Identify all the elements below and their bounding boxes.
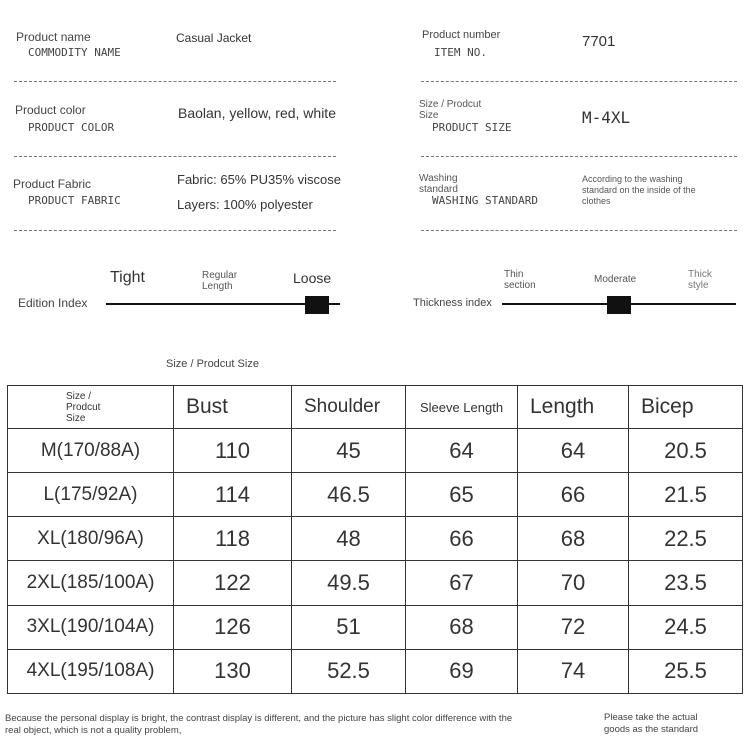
divider [14, 230, 336, 231]
actual-goods-note: Please take the actual goods as the standard [604, 712, 699, 735]
bust-cell: 126 [174, 605, 292, 649]
divider [14, 81, 336, 82]
bicep-header: Bicep [629, 386, 743, 429]
length-cell: 68 [518, 517, 629, 561]
washing-standard-caption: WASHING STANDARD [432, 194, 538, 207]
bust-cell: 130 [174, 649, 292, 693]
size-cell: XL(180/96A) [8, 517, 174, 561]
table-row [8, 605, 743, 649]
bicep-cell: 21.5 [629, 473, 743, 517]
bicep-cell: 23.5 [629, 561, 743, 605]
size-cell: M(170/88A) [8, 429, 174, 473]
product-size-caption: PRODUCT SIZE [432, 121, 512, 134]
sleeve-length-cell: 64 [406, 429, 518, 473]
table-row [8, 517, 743, 561]
edition-tight-label: Tight [110, 269, 145, 286]
table-row [8, 649, 743, 693]
table-row [8, 473, 743, 517]
layers-value: Layers: 100% polyester [177, 197, 313, 212]
thickness-thick-label: Thick style [688, 269, 712, 291]
product-size-label: Size / Prodcut Size [419, 99, 482, 121]
size-cell: 4XL(195/108A) [8, 649, 174, 693]
length-cell: 70 [518, 561, 629, 605]
washing-standard-label: Washing standard [419, 173, 458, 195]
product-number-label: Product number [422, 29, 501, 41]
length-cell: 74 [518, 649, 629, 693]
sleeve-length-cell: 65 [406, 473, 518, 517]
product-number-value: 7701 [582, 33, 616, 50]
length-cell: 66 [518, 473, 629, 517]
product-name-value: Casual Jacket [176, 31, 252, 45]
size-cell: L(175/92A) [8, 473, 174, 517]
bust-cell: 122 [174, 561, 292, 605]
bust-cell: 118 [174, 517, 292, 561]
sleeve-length-cell: 66 [406, 517, 518, 561]
product-color-label: Product color [15, 103, 86, 117]
bicep-cell: 25.5 [629, 649, 743, 693]
shoulder-cell: 52.5 [292, 649, 406, 693]
product-fabric-caption: PRODUCT FABRIC [28, 194, 121, 207]
color-disclaimer: Because the personal display is bright, the contrast display is different, and the picture has slight color difference with the real object, which is not a quality problem, [5, 713, 513, 736]
commodity-name-caption: COMMODITY NAME [28, 46, 121, 59]
product-size-value: M-4XL [582, 108, 631, 127]
shoulder-cell: 51 [292, 605, 406, 649]
item-no-caption: ITEM NO. [434, 46, 487, 59]
bust-header: Bust [174, 386, 292, 429]
bicep-cell: 24.5 [629, 605, 743, 649]
sleeve-length-cell: 67 [406, 561, 518, 605]
shoulder-cell: 45 [292, 429, 406, 473]
washing-standard-value: According to the washing standard on the inside of the clothes [582, 174, 696, 206]
shoulder-header: Shoulder [292, 386, 406, 429]
sleeve-length-header: Sleeve Length [406, 386, 518, 429]
divider [421, 156, 737, 157]
table-row [8, 429, 743, 473]
length-cell: 64 [518, 429, 629, 473]
product-color-value: Baolan, yellow, red, white [178, 105, 336, 121]
shoulder-cell: 49.5 [292, 561, 406, 605]
divider [421, 81, 737, 82]
length-header: Length [518, 386, 629, 429]
size-table [7, 385, 743, 694]
size-header-cell: Size / Prodcut Size [8, 386, 174, 429]
thickness-moderate-label: Moderate [594, 274, 637, 285]
shoulder-cell: 46.5 [292, 473, 406, 517]
shoulder-cell: 48 [292, 517, 406, 561]
thickness-index-marker [607, 296, 631, 314]
thickness-index-label: Thickness index [413, 297, 492, 309]
fabric-value: Fabric: 65% PU35% viscose [177, 172, 342, 187]
thickness-thin-label: Thin section [504, 269, 536, 291]
edition-index-label: Edition Index [18, 296, 88, 310]
length-cell: 72 [518, 605, 629, 649]
bicep-cell: 20.5 [629, 429, 743, 473]
edition-index-marker [305, 296, 329, 314]
bust-cell: 114 [174, 473, 292, 517]
size-cell: 3XL(190/104A) [8, 605, 174, 649]
product-fabric-label: Product Fabric [13, 177, 92, 191]
size-table-caption: Size / Prodcut Size [166, 358, 259, 370]
product-color-caption: PRODUCT COLOR [28, 121, 115, 134]
divider [14, 156, 336, 157]
bust-cell: 110 [174, 429, 292, 473]
edition-loose-label: Loose [293, 270, 332, 286]
bicep-cell: 22.5 [629, 517, 743, 561]
product-name-label: Product name [16, 30, 91, 44]
edition-regular-label: Regular Length [202, 270, 238, 292]
divider [421, 230, 737, 231]
table-row [8, 561, 743, 605]
sleeve-length-cell: 68 [406, 605, 518, 649]
size-cell: 2XL(185/100A) [8, 561, 174, 605]
table-header-row [8, 386, 743, 429]
sleeve-length-cell: 69 [406, 649, 518, 693]
